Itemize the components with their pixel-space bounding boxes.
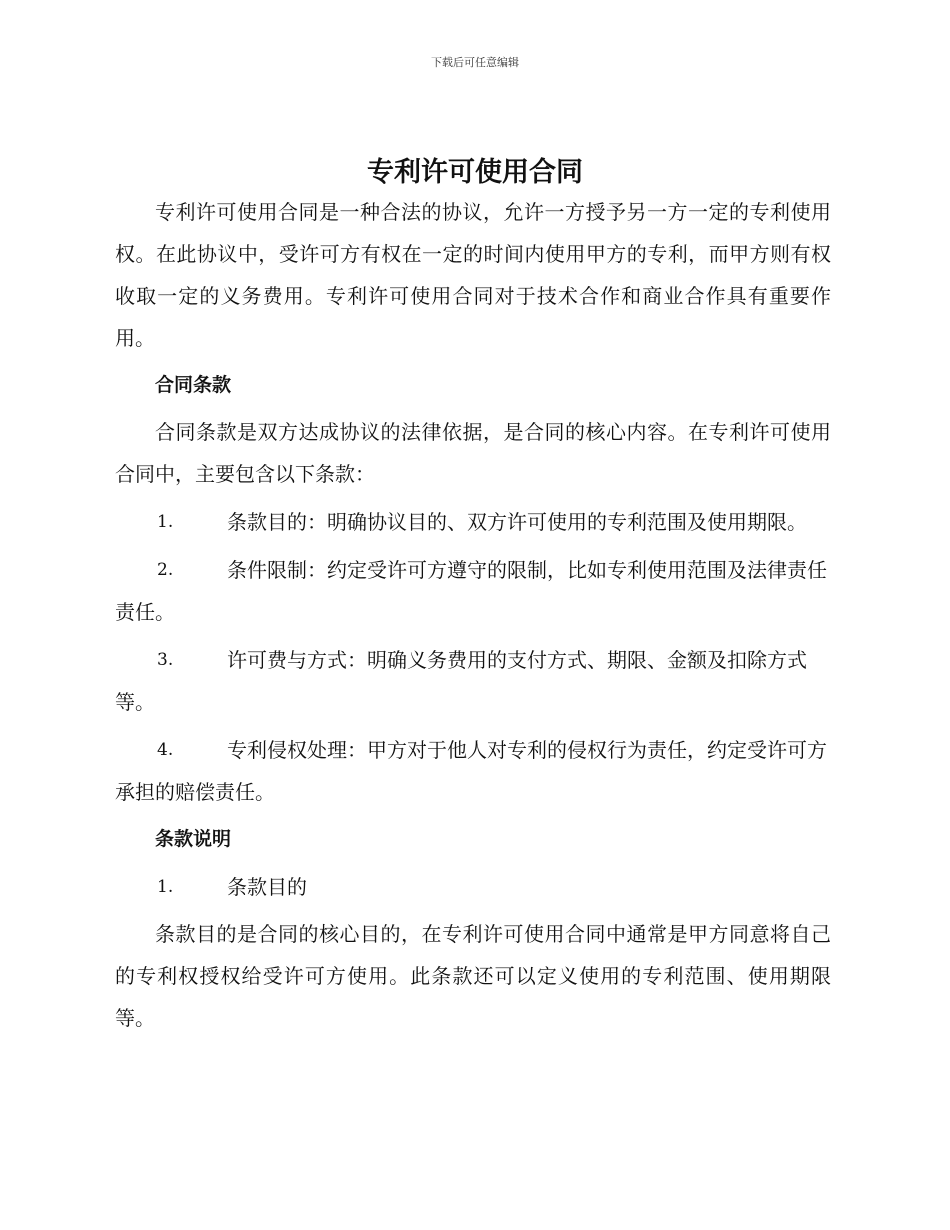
- document-body: [115, 191, 831, 1039]
- intro-paragraph: 专利许可使用合同是一种合法的协议，允许一方授予另一方一定的专利使用权。在此协议中，受许可方有权在一定的时间内使用甲方的专利，而甲方则有权收取一定的义务费用。专利许可使用合同对于技术合作和商业合作具有重要作用。: [115, 200, 831, 350]
- list-item-text: 条款目的：明确协议目的、双方许可使用的专利范围及使用期限。: [227, 510, 807, 534]
- list-item-number: 1.: [157, 512, 174, 532]
- list-item: [115, 866, 831, 908]
- list-item: [115, 729, 831, 813]
- list-item: [115, 549, 831, 633]
- list-item-number: 1.: [157, 877, 174, 897]
- list-item-text: 许可费与方式：明确义务费用的支付方式、期限、金额及扣除方式等。: [115, 648, 807, 714]
- section-heading-terms-explanation: 条款说明: [155, 828, 232, 850]
- section-heading-contract-terms: 合同条款: [155, 374, 232, 396]
- list-item-number: 3.: [157, 650, 174, 670]
- list-item-text: 条件限制：约定受许可方遵守的限制，比如专利使用范围及法律责任责任。: [115, 558, 827, 624]
- list-item-number: 2.: [157, 560, 174, 580]
- header-note: 下载后可任意编辑: [431, 56, 519, 69]
- terms-explanation-paragraph: 条款目的是合同的核心目的，在专利许可使用合同中通常是甲方同意将自己的专利权授权给受许可方使用。此条款还可以定义使用的专利范围、使用期限等。: [115, 922, 831, 1030]
- list-item-text: 专利侵权处理：甲方对于他人对专利的侵权行为责任，约定受许可方承担的赔偿责任。: [115, 738, 827, 804]
- list-item-number: 4.: [157, 740, 174, 760]
- list-item-text: 条款目的: [227, 875, 307, 899]
- list-item: [115, 501, 831, 543]
- document-title: 专利许可使用合同: [367, 157, 583, 188]
- contract-terms-paragraph: 合同条款是双方达成协议的法律依据，是合同的核心内容。在专利许可使用合同中，主要包含以下条款：: [115, 420, 831, 486]
- list-item: [115, 639, 831, 723]
